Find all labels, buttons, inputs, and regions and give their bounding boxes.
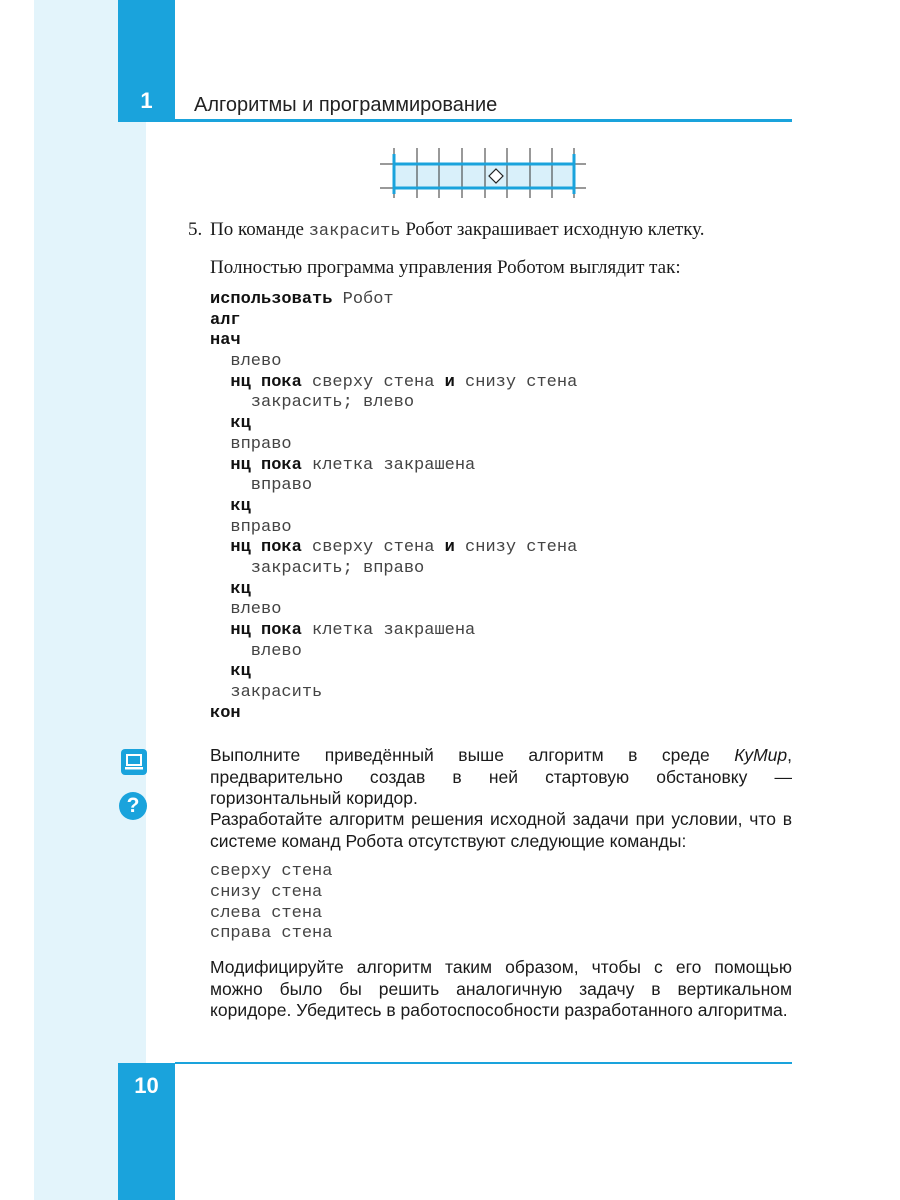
code-line: нц пока сверху стена и снизу стена [230, 372, 578, 392]
list-item: справа стена [210, 924, 333, 944]
code-line: закрасить; вправо [210, 558, 425, 578]
laptop-icon [121, 749, 147, 775]
code-line: кон [210, 703, 241, 723]
code-line: нц пока клетка закрашена [230, 621, 476, 640]
step-number: 5. [188, 219, 203, 240]
code-line: нц пока клетка закрашена [230, 455, 476, 475]
code-line: вправо [210, 517, 292, 537]
footer-rule [175, 1062, 792, 1064]
code-line: вправо [210, 434, 292, 454]
code-line: влево [210, 641, 302, 661]
step-text-before: По команде [210, 219, 309, 240]
code-line: влево [210, 600, 282, 620]
step-command: закрасить [308, 222, 401, 241]
code-line: кц [230, 579, 251, 599]
robot-corridor-figure [380, 142, 586, 198]
list-item: слева стена [210, 903, 323, 923]
code-line: влево [210, 352, 282, 372]
margin-strip [34, 0, 146, 1200]
code-line: алг [210, 310, 241, 330]
chapter-title: Алгоритмы и программирование [194, 94, 498, 116]
code-line: кц [230, 662, 251, 682]
chapter-number: 1 [140, 88, 153, 113]
list-item: снизу стена [210, 882, 323, 902]
code-line: закрасить [210, 683, 323, 703]
code-line: вправо [210, 476, 313, 496]
program-listing [210, 290, 577, 724]
code-line: нач [210, 331, 241, 351]
list-item: сверху стена [210, 862, 333, 881]
code-line: использовать Робот [210, 290, 394, 309]
code-line: нц пока сверху стена и снизу стена [230, 538, 578, 558]
page-number: 10 [134, 1073, 159, 1098]
code-line: кц [230, 414, 251, 434]
code-line: закрасить; влево [210, 393, 415, 413]
question-icon: ? [119, 792, 147, 820]
code-line: кц [230, 496, 251, 516]
header-rule [175, 119, 792, 122]
task-paragraph-3: Модифицируйте алгоритм таким образом, чтобы с его помощью можно было бы решить аналогичную задачу в вертикальном коридоре. Убедитесь в работоспособности разработанного алгоритма. [210, 957, 792, 1020]
task-paragraph-1: Выполните приведённый выше алгоритм в среде КуМир, предварительно создав в ней стартовую обстановку — горизонтальный коридор. [210, 745, 792, 808]
step-text-after: Робот закрашивает исходную клетку. [400, 219, 705, 240]
task-paragraph-2: Разработайте алгоритм решения исходной задачи при условии, что в системе команд Робота отсутствуют следующие команды: [210, 809, 792, 851]
missing-commands-list [210, 862, 332, 945]
program-intro: Полностью программа управления Роботом выглядит так: [210, 257, 681, 278]
